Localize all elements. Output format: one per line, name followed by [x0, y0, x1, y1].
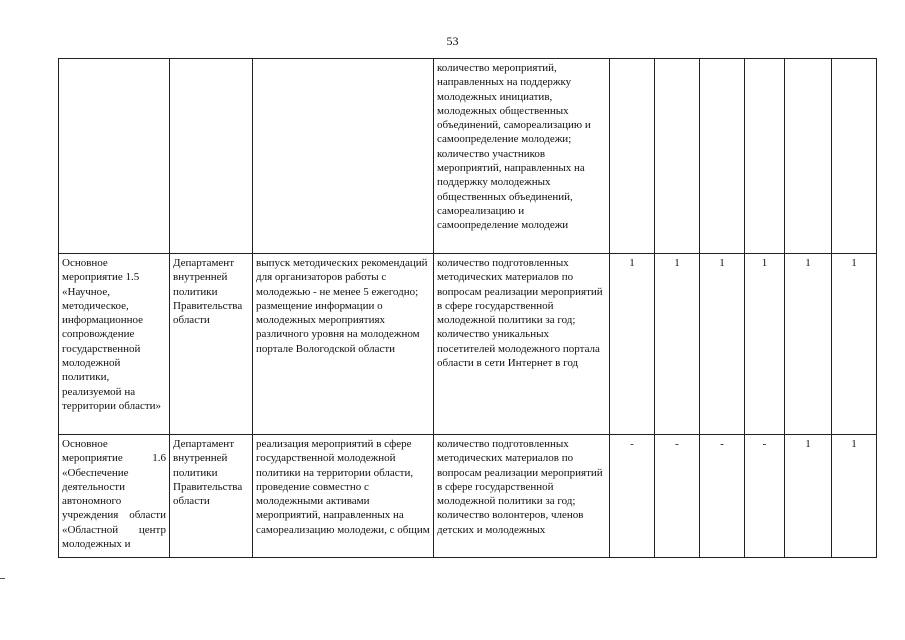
table-row	[59, 435, 877, 558]
value-cell	[745, 59, 785, 254]
activity-name-cell: Основное мероприятие 1.5 «Научное, методическое, информационное сопровождение государственной молодежной политики, реализуемой на территории области»	[59, 254, 170, 435]
table-row	[59, 254, 877, 435]
value-cell: -	[700, 435, 745, 558]
activity-name-cell	[59, 59, 170, 254]
expected-result-cell: выпуск методических рекомендаций для организаторов работы с молодежью - не менее 5 ежегодно; размещение информации о молодежных мероприятиях различного уровня на молодежном портале Вологодской области	[253, 254, 434, 435]
expected-result-cell: реализация мероприятий в сфере государственной молодежной политики на территории области, проведение совместно с молодежными активами мероприятий, направленных на самореализацию молодежи, с общим	[253, 435, 434, 558]
value-cell	[832, 59, 877, 254]
program-table	[58, 58, 877, 558]
executor-cell	[170, 59, 253, 254]
value-cell: 1	[745, 254, 785, 435]
value-cell	[785, 59, 832, 254]
expected-result-cell	[253, 59, 434, 254]
indicator-cell: количество подготовленных методических материалов по вопросам реализации мероприятий в сфере государственной молодежной политики за год; количество волонтеров, членов детских и молодежных	[434, 435, 610, 558]
value-cell	[610, 59, 655, 254]
activity-name-cell: Основное мероприятие 1.6 «Обеспечение деятельности автономного учреждения области «Областной центр молодежных и	[59, 435, 170, 558]
value-cell: 1	[832, 435, 877, 558]
table-row	[59, 59, 877, 254]
page-number: 53	[446, 34, 459, 48]
value-cell	[700, 59, 745, 254]
value-cell: 1	[700, 254, 745, 435]
executor-cell: Департамент внутренней политики Правительства области	[170, 254, 253, 435]
scan-edge-mark	[0, 578, 5, 579]
value-cell: -	[745, 435, 785, 558]
value-cell: 1	[785, 254, 832, 435]
executor-cell: Департамент внутренней политики Правительства области	[170, 435, 253, 558]
indicator-cell: количество мероприятий, направленных на поддержку молодежных инициатив, молодежных общественных объединений, самореализацию и самоопределение молодежи; количество участников мероприятий, направленных на поддержку молодежных общественных объединений, самореализацию и самоопределение молодежи	[434, 59, 610, 254]
value-cell: 1	[785, 435, 832, 558]
indicator-cell: количество подготовленных методических материалов по вопросам реализации мероприятий в сфере государственной молодежной политики за год; количество уникальных посетителей молодежного портала области в сети Интернет в год	[434, 254, 610, 435]
value-cell: -	[655, 435, 700, 558]
value-cell: 1	[610, 254, 655, 435]
value-cell: 1	[655, 254, 700, 435]
value-cell: -	[610, 435, 655, 558]
value-cell: 1	[832, 254, 877, 435]
value-cell	[655, 59, 700, 254]
